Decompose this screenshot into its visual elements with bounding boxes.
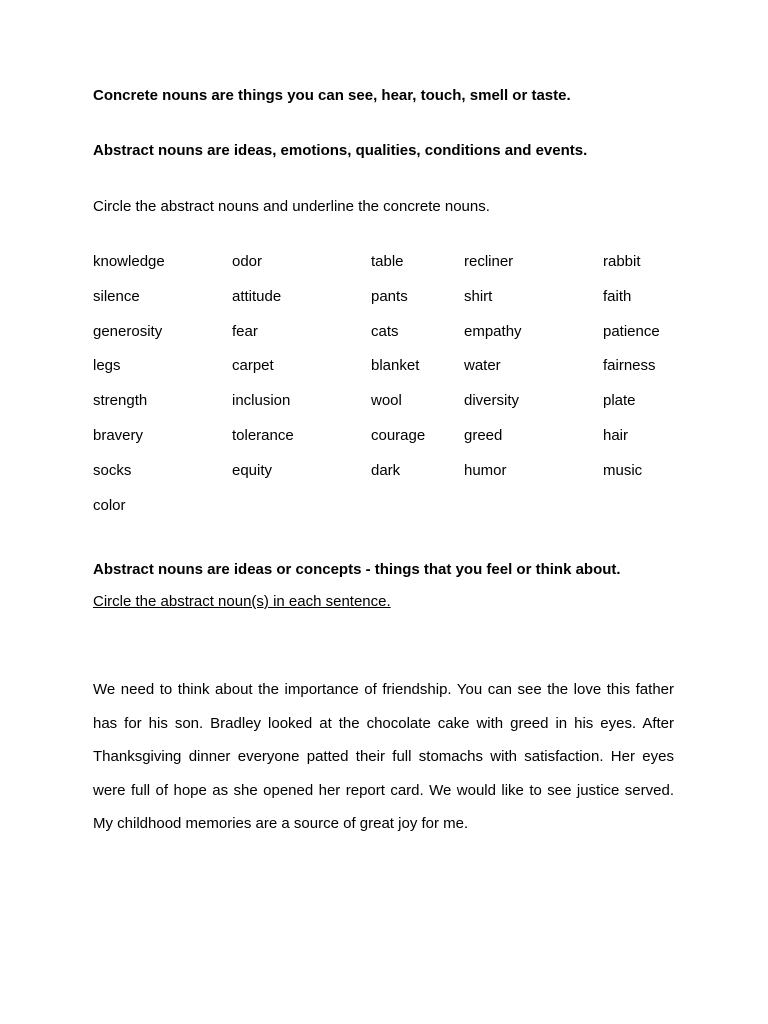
concrete-noun-definition: Concrete nouns are things you can see, hear, touch, smell or taste. <box>93 87 571 104</box>
word-row <box>93 427 683 462</box>
word-item: inclusion <box>232 392 291 410</box>
word-item: greed <box>464 426 503 444</box>
word-grid <box>93 253 683 531</box>
word-item: plate <box>603 392 636 410</box>
word-item: water <box>464 357 501 375</box>
word-item: humor <box>464 461 507 479</box>
word-item: tolerance <box>232 426 294 444</box>
word-item: diversity <box>464 392 520 410</box>
word-item: wool <box>371 392 402 410</box>
word-item: recliner <box>464 253 514 270</box>
word-item: knowledge <box>93 253 165 270</box>
word-row <box>93 497 683 532</box>
word-item: dark <box>371 461 401 479</box>
word-item: pants <box>371 287 408 305</box>
word-row <box>93 253 683 288</box>
word-item: bravery <box>93 426 144 444</box>
word-item: hair <box>603 426 629 444</box>
word-list-instruction: Circle the abstract nouns and underline the concrete nouns. <box>93 198 490 215</box>
word-item: music <box>603 461 643 479</box>
word-row <box>93 323 683 358</box>
word-item: shirt <box>464 287 493 305</box>
word-item: carpet <box>232 357 274 375</box>
word-row <box>93 288 683 323</box>
word-item: strength <box>93 392 148 410</box>
abstract-noun-definition: Abstract nouns are ideas, emotions, qualities, conditions and events. <box>93 142 588 159</box>
word-item: attitude <box>232 287 282 305</box>
word-item: fear <box>232 322 258 340</box>
word-row <box>93 392 683 427</box>
word-item: legs <box>93 357 121 375</box>
word-row <box>93 462 683 497</box>
word-item: empathy <box>464 322 522 340</box>
abstract-noun-heading: Abstract nouns are ideas or concepts - things that you feel or think about. <box>93 561 621 578</box>
word-item: color <box>93 496 126 514</box>
word-item: fairness <box>603 357 656 375</box>
word-item: cats <box>371 322 399 340</box>
word-item: rabbit <box>603 253 641 270</box>
word-item: odor <box>232 253 263 270</box>
word-row <box>93 357 683 392</box>
word-item: silence <box>93 287 140 305</box>
practice-paragraph: We need to think about the importance of friendship. You can see the love this father has for his son. Bradley looked at the chocolate cake with greed in his eyes. After Thanksgiving dinner everyone patted their full stomachs with satisfaction. Her eyes were full of hope as she opened her report card. We would like to see justice served. My childhood memories are a source of great joy for me. <box>93 681 674 833</box>
word-item: equity <box>232 461 273 479</box>
sentence-instruction: Circle the abstract noun(s) in each sentence. <box>93 593 391 610</box>
word-item: socks <box>93 461 132 479</box>
word-item: faith <box>603 287 632 305</box>
word-item: patience <box>603 322 660 340</box>
word-item: blanket <box>371 357 420 375</box>
word-item: courage <box>371 426 426 444</box>
word-item: table <box>371 253 404 270</box>
word-item: generosity <box>93 322 163 340</box>
